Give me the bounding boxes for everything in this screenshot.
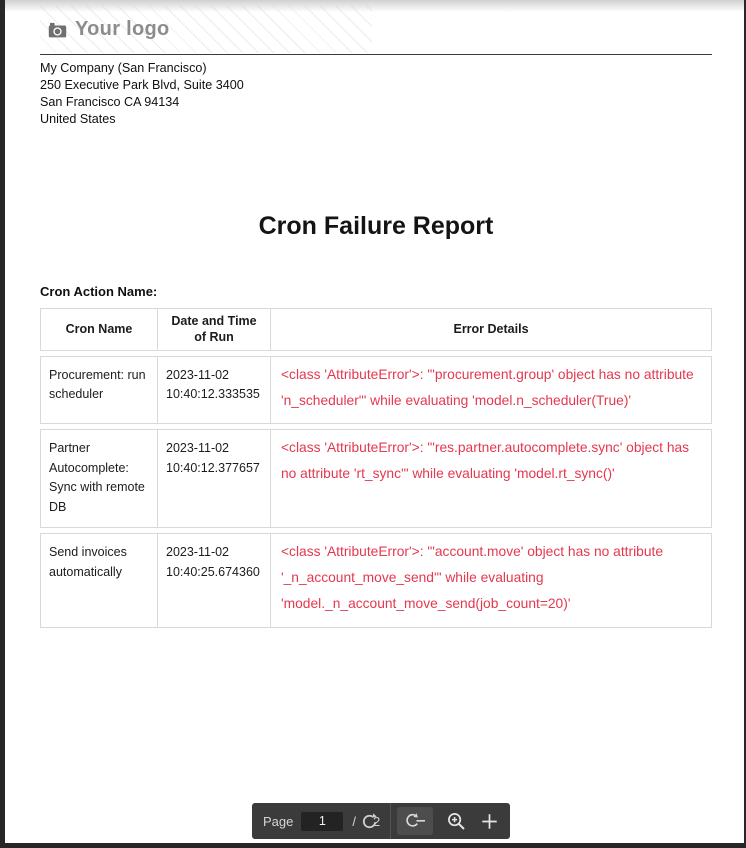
table-row	[40, 533, 712, 628]
table-header-row	[40, 308, 712, 351]
zoom-in-icon	[447, 812, 466, 831]
error-details-cell: <class 'AttributeError'>: "'account.move' object has no attribute '_n_account_move_send'" while evaluating 'model._n_account_move_send(job_count=20)'	[270, 533, 712, 628]
total-pages-value: 2	[373, 813, 381, 829]
header-divider	[40, 54, 712, 55]
page-number-input[interactable]	[301, 812, 343, 831]
run-datetime-cell: 2023-11-02 10:40:12.333535	[157, 356, 270, 424]
company-address	[40, 60, 244, 128]
viewer-edge-bottom	[0, 843, 746, 848]
cron-failure-table	[40, 303, 712, 633]
table-row	[40, 429, 712, 528]
company-street: 250 Executive Park Blvd, Suite 3400	[40, 78, 244, 92]
run-datetime-cell: 2023-11-02 10:40:25.674360	[157, 533, 270, 628]
company-city: San Francisco CA 94134	[40, 95, 180, 109]
camera-icon	[48, 21, 67, 38]
add-button[interactable]	[475, 807, 503, 835]
header-run-datetime: Date and Time of Run	[157, 308, 270, 351]
error-details-cell: <class 'AttributeError'>: "'res.partner.autocomplete.sync' object has no attribute 'rt_sync'" while evaluating 'model.rt_sync()'	[270, 429, 712, 528]
company-country: United States	[40, 112, 116, 126]
total-pages	[361, 813, 380, 830]
toolbar-separator	[390, 803, 391, 839]
cron-action-name-label: Cron Action Name:	[40, 284, 158, 299]
page-label: Page	[263, 813, 294, 829]
page-top-shadow	[5, 0, 744, 12]
table-row	[40, 356, 712, 424]
viewer-edge-left	[0, 0, 5, 848]
report-title: Cron Failure Report	[258, 212, 494, 240]
company-name: My Company (San Francisco)	[40, 61, 207, 75]
header-error-details: Error Details	[270, 308, 712, 351]
logo-text: Your logo	[75, 17, 170, 40]
cron-name-cell: Partner Autocomplete: Sync with remote DB	[40, 429, 157, 528]
page-divider: /	[352, 813, 356, 829]
pdf-viewer-toolbar	[252, 803, 510, 839]
cron-name-cell: Procurement: run scheduler	[40, 356, 157, 424]
zoom-in-button[interactable]	[442, 807, 470, 835]
rotate-reset-icon	[404, 813, 426, 829]
header-cron-name: Cron Name	[40, 308, 157, 351]
cron-name-cell: Send invoices automatically	[40, 533, 157, 628]
error-details-cell: <class 'AttributeError'>: "'procurement.group' object has no attribute 'n_scheduler'" while evaluating 'model.n_scheduler(True)'	[270, 356, 712, 424]
rotate-reset-button[interactable]	[397, 807, 433, 835]
add-icon	[481, 813, 498, 830]
logo-placeholder	[40, 5, 372, 53]
run-datetime-cell: 2023-11-02 10:40:12.377657	[157, 429, 270, 528]
